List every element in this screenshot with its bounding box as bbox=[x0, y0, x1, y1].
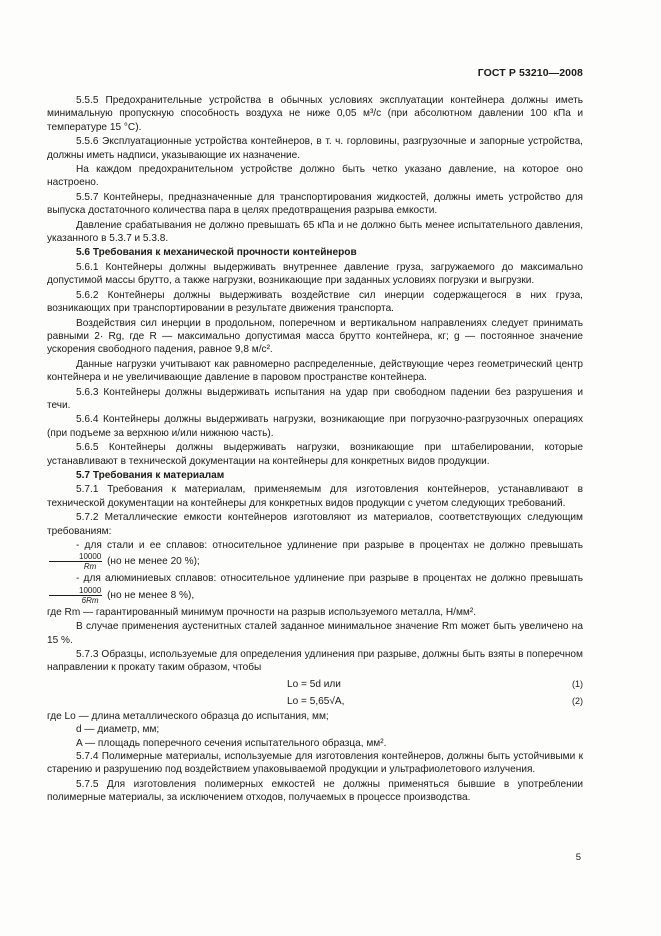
paragraph-5-7-1: 5.7.1 Требования к материалам, применяемым для изготовления контейнеров, устанавливают в технической документации на контейнеры для конкретных видов продукции с учетом следующих требований. bbox=[47, 484, 583, 509]
paragraph-loads: Данные нагрузки учитывают как равномерно распределенные, действующие через геометрический центр контейнера и не увеличивающие давление в паровом пространстве контейнера. bbox=[47, 358, 583, 384]
paragraph-5-5-5: 5.5.5 Предохранительные устройства в обычных условиях эксплуатации контейнера должны иметь минимальную пропускную способность воздуха не ниже 0,05 м³/с (при абсолютном давлении 100 кПа и температуре 15 °С). bbox=[47, 95, 583, 133]
document-header: ГОСТ Р 53210—2008 bbox=[477, 67, 583, 79]
equation-2 bbox=[47, 693, 583, 710]
equation-legend bbox=[47, 710, 583, 750]
page-number: 5 bbox=[575, 852, 581, 863]
paragraph-5-5-6: 5.5.6 Эксплуатационные устройства контейнеров, в т. ч. горловины, разгрузочные и запорные устройства, должны иметь надписи, указывающие их назначение. bbox=[47, 136, 583, 161]
paragraph-5-7-5: 5.7.5 Для изготовления полимерных емкостей не должны применяться бывшие в употреблении полимерные материалы, за исключением отходов, получаемых в процессе производства. bbox=[47, 778, 583, 804]
paragraph-5-5-6-note: На каждом предохранительном устройстве должно быть четко указано давление, на которое оно настроено. bbox=[47, 164, 583, 189]
paragraph-5-7-3: 5.7.3 Образцы, используемые для определения удлинения при разрыве, должны быть взяты в поперечном направлении к прокату таким образом, чтобы bbox=[47, 649, 583, 674]
equation-1 bbox=[47, 676, 583, 693]
steel-fraction-numerator: 10000 bbox=[49, 552, 102, 562]
paragraph-5-6-3: 5.6.3 Контейнеры должны выдерживать испытания на удар при свободном падении без разрушения и течи. bbox=[47, 386, 583, 411]
aluminium-fraction bbox=[49, 586, 102, 605]
paragraph-5-6-5: 5.6.5 Контейнеры должны выдерживать нагрузки, возникающие при штабелировании, которые устанавливают в технической документации на контейнеры для конкретных видов продукции. bbox=[47, 442, 583, 467]
steel-fraction-denominator: Rm bbox=[83, 562, 97, 572]
section-heading-5-7: 5.7 Требования к материалам bbox=[76, 469, 225, 481]
equation-1-formula: Lo = 5d или bbox=[287, 678, 341, 690]
legend-lo: где Lo — длина металлического образца до испытания, мм; bbox=[47, 710, 329, 722]
paragraph-5-6-4: 5.6.4 Контейнеры должны выдерживать нагрузки, возникающие при погрузочно-разгрузочных операциях (при подъеме за верхнюю и/или нижнюю часть). bbox=[47, 414, 583, 439]
equation-2-number: (2) bbox=[572, 695, 583, 706]
legend-d: d — диаметр, мм; bbox=[76, 724, 160, 736]
aluminium-requirement-limit: (но не менее 8 %), bbox=[107, 589, 195, 601]
legend-a: A — площадь поперечного сечения испытательного образца, мм². bbox=[76, 737, 387, 749]
paragraph-austenitic: В случае применения аустенитных сталей заданное минимальное значение Rm может быть увеличено на 15 %. bbox=[47, 621, 583, 646]
paragraph-5-7-4: 5.7.4 Полимерные материалы, используемые для изготовления контейнеров, должны быть устойчивыми к старению и разрушению под воздействием упаковываемой продукции и ультрафиолетового излучения. bbox=[47, 751, 583, 776]
aluminium-requirement-text: - для алюминиевых сплавов: относительное удлинение при разрыве в процентах не должно превышать bbox=[76, 573, 583, 585]
paragraph-5-6-1: 5.6.1 Контейнеры должны выдерживать внутреннее давление груза, загружаемого до максимально допустимой массы брутто, а также нагрузки, возникающие при заданных условиях погрузки и выгрузки. bbox=[47, 261, 583, 287]
aluminium-requirement bbox=[47, 572, 583, 604]
equation-1-number: (1) bbox=[572, 678, 583, 689]
steel-requirement bbox=[47, 539, 583, 571]
steel-requirement-text: - для стали и ее сплавов: относительное удлинение при разрыве в процентах не должно превышать bbox=[76, 540, 583, 551]
paragraph-5-6-2: 5.6.2 Контейнеры должны выдерживать воздействие сил инерции содержащегося в них груза, возникающих при транспортировании в результате движения транспорта. bbox=[47, 289, 583, 315]
section-heading-5-6: 5.6 Требования к механической прочности контейнеров bbox=[76, 247, 357, 259]
document-body bbox=[47, 94, 583, 806]
equation-2-formula: Lo = 5,65√A, bbox=[287, 695, 345, 707]
paragraph-inertia: Воздействия сил инерции в продольном, поперечном и вертикальном направлениях следует принимать равными 2· Rg, где R — максимально допустимая масса брутто контейнера, кг; g — постоянное значение ускорения свободного падения, равное 9,8 м/с². bbox=[47, 317, 583, 356]
paragraph-5-5-7: 5.5.7 Контейнеры, предназначенные для транспортирования жидкостей, должны иметь устройство для выпуска достаточного количества пара в целях предотвращения разрыва емкости. bbox=[47, 191, 583, 217]
aluminium-fraction-denominator: 6Rm bbox=[81, 595, 99, 605]
paragraph-5-5-7-note: Давление срабатывания не должно превышать 65 кПа и не должно быть менее испытательного давления, указанного в 5.3.7 и 5.3.8. bbox=[47, 219, 583, 245]
steel-requirement-limit: (но не менее 20 %); bbox=[107, 556, 200, 568]
where-rm: где Rm — гарантированный минимум прочности на разрыв используемого металла, Н/мм². bbox=[47, 606, 476, 618]
steel-fraction bbox=[49, 552, 102, 571]
aluminium-fraction-numerator: 10000 bbox=[49, 586, 102, 596]
paragraph-5-7-2: 5.7.2 Металлические емкости контейнеров изготовляют из материалов, соответствующих следующим требованиям: bbox=[47, 512, 583, 537]
